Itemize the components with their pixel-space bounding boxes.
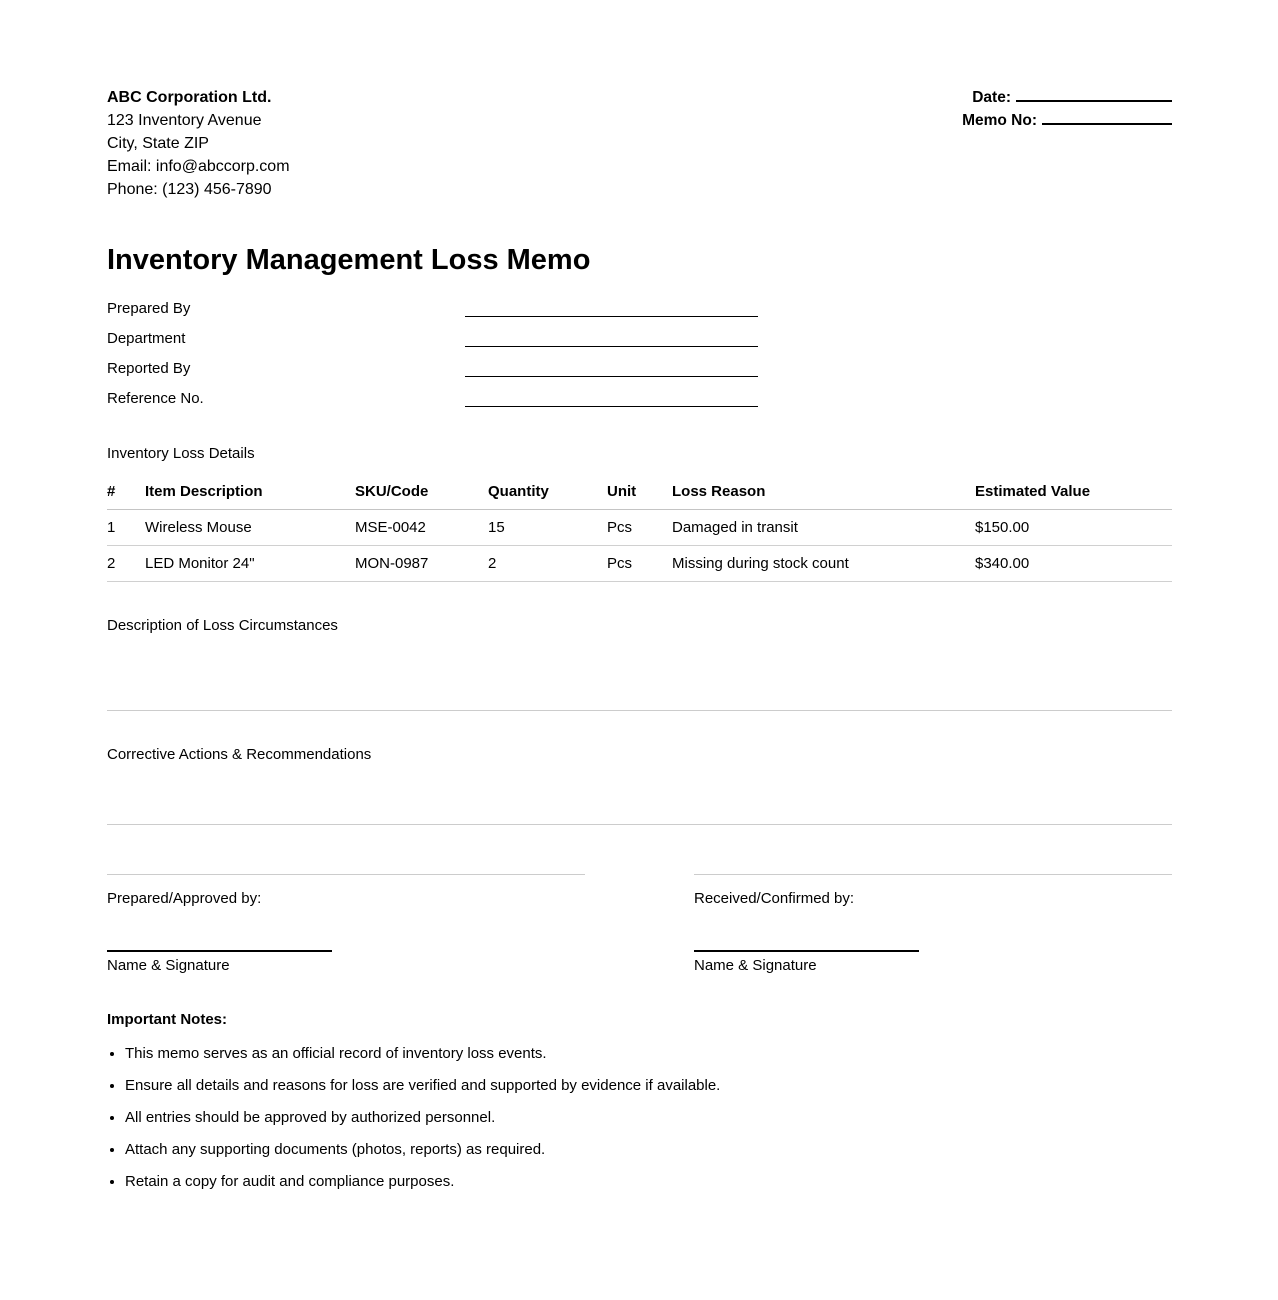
reference-no-fill-line xyxy=(465,383,758,407)
cell-estimated-value: $340.00 xyxy=(975,546,1172,582)
table-header-row xyxy=(107,483,1172,510)
date-row xyxy=(962,86,1172,109)
cell-estimated-value: $150.00 xyxy=(975,510,1172,546)
table-row xyxy=(107,546,1172,582)
signature-section xyxy=(107,874,1172,974)
field-row-prepared-by xyxy=(107,293,1172,323)
cell-row-number: 2 xyxy=(107,546,145,582)
received-confirmed-signature-block xyxy=(694,874,1172,974)
prepared-approved-signature-line xyxy=(107,907,332,952)
received-confirmed-label: Received/Confirmed by: xyxy=(694,890,855,907)
loss-details-table xyxy=(107,483,1172,582)
column-header-sku-code: SKU/Code xyxy=(355,483,488,510)
cell-unit: Pcs xyxy=(607,546,672,582)
description-section-label: Description of Loss Circumstances xyxy=(107,617,338,634)
department-fill-line xyxy=(465,323,758,347)
note-item: • All entries should be approved by authorized personnel. xyxy=(125,1109,1172,1127)
reference-no-label: Reference No. xyxy=(107,390,204,407)
column-header-estimated-value: Estimated Value xyxy=(975,483,1172,510)
department-label: Department xyxy=(107,330,186,347)
column-header-item-description: Item Description xyxy=(145,483,355,510)
date-fill-line xyxy=(1016,88,1172,102)
cell-unit: Pcs xyxy=(607,510,672,546)
company-email: Email: info@abccorp.com xyxy=(107,158,290,175)
note-item: • This memo serves as an official record of inventory loss events. xyxy=(125,1045,1172,1063)
description-write-in-line xyxy=(107,710,1172,711)
cell-sku-code: MON-0987 xyxy=(355,546,488,582)
cell-quantity: 15 xyxy=(488,510,607,546)
reported-by-fill-line xyxy=(465,353,758,377)
cell-row-number: 1 xyxy=(107,510,145,546)
memo-meta xyxy=(962,86,1172,132)
table-row xyxy=(107,510,1172,546)
prepared-by-fill-line xyxy=(465,293,758,317)
prepared-approved-label: Prepared/Approved by: xyxy=(107,890,262,907)
column-header-unit: Unit xyxy=(607,483,672,510)
loss-details-section-label: Inventory Loss Details xyxy=(107,445,255,462)
field-row-department xyxy=(107,323,1172,353)
note-item: • Ensure all details and reasons for loss are verified and supported by evidence if available. xyxy=(125,1077,1172,1095)
reported-by-label: Reported By xyxy=(107,360,191,377)
cell-item-description: Wireless Mouse xyxy=(145,510,355,546)
memo-no-row xyxy=(962,109,1172,132)
cell-sku-code: MSE-0042 xyxy=(355,510,488,546)
page-title: Inventory Management Loss Memo xyxy=(107,244,591,276)
corrective-section-label: Corrective Actions & Recommendations xyxy=(107,746,372,763)
note-item: • Retain a copy for audit and compliance purposes. xyxy=(125,1173,1172,1191)
corrective-write-in-line xyxy=(107,824,1172,825)
important-notes-list xyxy=(107,1045,1172,1191)
memo-no-label: Memo No: xyxy=(962,112,1037,129)
company-block xyxy=(107,86,290,201)
signature-caption: Name & Signature xyxy=(107,957,230,974)
date-label: Date: xyxy=(972,89,1011,106)
company-name: ABC Corporation Ltd. xyxy=(107,89,272,106)
prepared-by-label: Prepared By xyxy=(107,300,191,317)
form-fields xyxy=(107,293,1172,413)
field-row-reference-no xyxy=(107,383,1172,413)
memo-no-fill-line xyxy=(1042,111,1172,125)
cell-quantity: 2 xyxy=(488,546,607,582)
company-phone: Phone: (123) 456-7890 xyxy=(107,181,272,198)
cell-loss-reason: Missing during stock count xyxy=(672,546,975,582)
important-notes-section xyxy=(107,1011,1172,1191)
signature-caption: Name & Signature xyxy=(694,957,817,974)
column-header-number: # xyxy=(107,483,145,510)
received-confirmed-signature-line xyxy=(694,907,919,952)
important-notes-heading: Important Notes: xyxy=(107,1011,227,1028)
company-address-line-2: City, State ZIP xyxy=(107,135,209,152)
column-header-quantity: Quantity xyxy=(488,483,607,510)
cell-item-description: LED Monitor 24" xyxy=(145,546,355,582)
note-item: • Attach any supporting documents (photos, reports) as required. xyxy=(125,1141,1172,1159)
company-address-line-1: 123 Inventory Avenue xyxy=(107,112,262,129)
cell-loss-reason: Damaged in transit xyxy=(672,510,975,546)
column-header-loss-reason: Loss Reason xyxy=(672,483,975,510)
prepared-approved-signature-block xyxy=(107,874,585,974)
document-header xyxy=(107,86,1172,201)
field-row-reported-by xyxy=(107,353,1172,383)
